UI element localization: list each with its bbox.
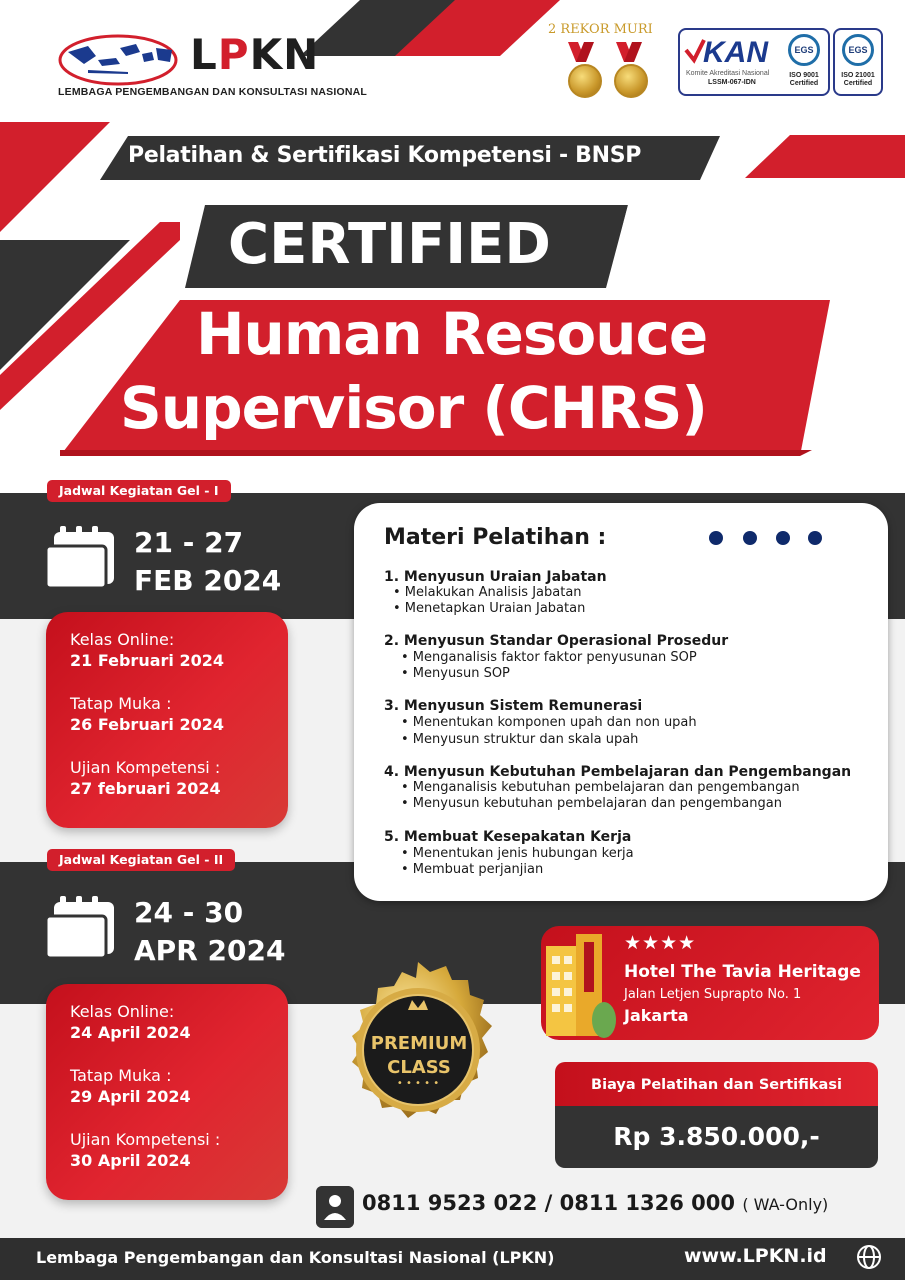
ujian-date: 30 April 2024 [70,1151,191,1170]
program-subtitle: Pelatihan & Sertifikasi Kompetensi - BNSP [128,143,642,168]
medal-icon [614,64,648,98]
price-value: Rp 3.850.000,- [555,1106,878,1168]
materi-item: • Menyusun SOP [401,666,510,681]
muri-ribbon-icon [566,42,646,66]
online-label: Kelas Online: [70,630,175,649]
materi-item: • Menyusun struktur dan skala upah [401,732,639,747]
materi-item: • Menganalisis faktor faktor penyusunan SOP [401,650,697,665]
tatap-muka-date: 26 Februari 2024 [70,715,224,734]
tatap-muka-date: 29 April 2024 [70,1087,191,1106]
globe-icon [856,1244,882,1270]
egs-logo-icon: EGS [842,34,874,66]
decor-dot [808,531,822,545]
batch1-schedule-card [46,612,288,828]
materi-item: • Menyusun kebutuhan pembelajaran dan pengembangan [401,796,782,811]
contact-phones[interactable]: 0811 9523 022 / 0811 1326 000 ( WA-Only) [362,1191,829,1215]
materi-section-heading: 3. Menyusun Sistem Remunerasi [384,698,643,714]
program-title-line1: Human Resouce [196,300,708,368]
medal-icon [568,64,602,98]
program-title-line2: Supervisor (CHRS) [120,374,707,442]
hotel-stars-icon: ★★★★ [624,932,697,954]
hotel-address: Jalan Letjen Suprapto No. 1 [624,987,802,1002]
batch2-schedule-card [46,984,288,1200]
hotel-building-icon [542,932,618,1038]
iso-9001-label: ISO 9001 Certified [789,72,819,87]
materi-section-heading: 5. Membuat Kesepakatan Kerja [384,829,632,845]
footer-website-link[interactable]: www.LPKN.id [684,1245,827,1267]
certified-heading: CERTIFIED [228,212,551,277]
tatap-muka-label: Tatap Muka : [70,1066,172,1085]
muri-label: 2 REKOR MURI [548,22,653,37]
price-label: Biaya Pelatihan dan Sertifikasi [555,1062,878,1108]
calendar-icon [44,524,118,590]
materi-section-heading: 2. Menyusun Standar Operasional Prosedur [384,633,729,649]
kan-logo-text: KAN [703,36,768,69]
wa-only-note: ( WA-Only) [742,1195,829,1214]
calendar-icon [44,894,118,960]
iso-21001-label: ISO 21001 Certified [841,72,875,87]
decor-dot [709,531,723,545]
tatap-muka-label: Tatap Muka : [70,694,172,713]
egs-logo-icon: EGS [788,34,820,66]
kan-subtitle: Komite Akreditasi Nasional [686,70,770,77]
materi-title: Materi Pelatihan : [384,525,607,550]
svg-text:• • • • •: • • • • • [396,1078,440,1089]
ujian-label: Ujian Kompetensi : [70,758,221,777]
lpkn-logo-text: LPKN [190,30,320,79]
batch2-date-month: APR 2024 [134,934,286,967]
hotel-name: Hotel The Tavia Heritage [624,962,861,982]
materi-item: • Melakukan Analisis Jabatan [393,585,582,600]
phone-contact-icon [316,1186,354,1228]
logo-subtitle: LEMBAGA PENGEMBANGAN DAN KONSULTASI NASIONAL [58,86,368,98]
materi-item: • Menentukan komponen upah dan non upah [401,715,697,730]
materi-section-heading: 1. Menyusun Uraian Jabatan [384,569,607,585]
ujian-label: Ujian Kompetensi : [70,1130,221,1149]
batch1-date-month: FEB 2024 [134,564,282,597]
decor-dot [776,531,790,545]
materi-item: • Membuat perjanjian [401,862,544,877]
decor-dot [743,531,757,545]
batch2-tag: Jadwal Kegiatan Gel - II [47,849,235,871]
materi-item: • Menetapkan Uraian Jabatan [393,601,586,616]
kan-code: LSSM-067-IDN [708,79,756,86]
online-date: 24 April 2024 [70,1023,191,1042]
materi-item: • Menganalisis kebutuhan pembelajaran dan pengembangan [401,780,800,795]
online-label: Kelas Online: [70,1002,175,1021]
hotel-city: Jakarta [624,1006,689,1025]
premium-label: PREMIUM [370,1033,468,1054]
materi-item: • Menentukan jenis hubungan kerja [401,846,634,861]
ujian-date: 27 februari 2024 [70,779,221,798]
indonesia-map-logo-icon [58,30,186,88]
batch2-date-range: 24 - 30 [134,896,244,929]
online-date: 21 Februari 2024 [70,651,224,670]
batch1-tag: Jadwal Kegiatan Gel - I [47,480,231,502]
footer-org-name: Lembaga Pengembangan dan Konsultasi Nasional (LPKN) [36,1248,555,1267]
class-label: CLASS [387,1057,451,1078]
materi-section-heading: 4. Menyusun Kebutuhan Pembelajaran dan Pengembangan [384,764,852,780]
batch1-date-range: 21 - 27 [134,526,244,559]
